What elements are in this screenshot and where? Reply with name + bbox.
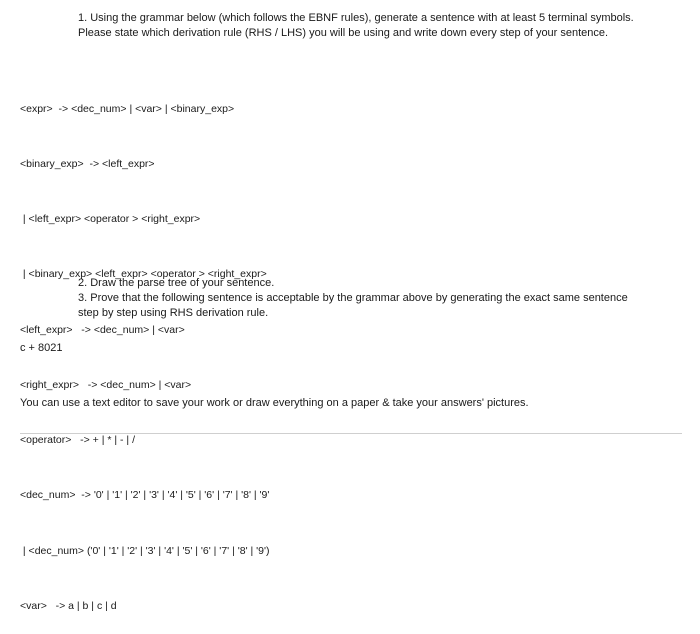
grammar-rule: <expr> -> <dec_num> | <var> | <binary_exp> <box>20 102 235 115</box>
grammar-rule: <operator> -> + | * | - | / <box>20 434 135 447</box>
questions-2-3 <box>78 276 678 321</box>
question-1 <box>78 11 678 41</box>
question-1-line-1: 1. Using the grammar below (which follows the EBNF rules), generate a sentence with at least 5 terminal symbols. <box>78 12 634 24</box>
grammar-rule: <dec_num> -> '0' | '1' | '2' | '3' | '4' | '5' | '6' | '7' | '8' | '9' <box>20 489 270 502</box>
grammar-rule: <var> -> a | b | c | d <box>20 599 117 612</box>
grammar-rule: | <dec_num> ('0' | '1' | '2' | '3' | '4' | '5' | '6' | '7' | '8' | '9') <box>20 544 270 557</box>
question-2: 2. Draw the parse tree of your sentence. <box>78 277 275 289</box>
question-3-line-2: step by step using RHS derivation rule. <box>78 307 269 319</box>
grammar-rule: <left_expr> -> <dec_num> | <var> <box>20 323 185 336</box>
grammar-rule: | <binary_exp> <left_expr> <operator > <right_expr> <box>20 268 267 281</box>
question-3-line-1: 3. Prove that the following sentence is acceptable by the grammar above by generating the exact same sentence <box>78 292 628 304</box>
divider <box>20 433 682 434</box>
question-1-line-2: Please state which derivation rule (RHS / LHS) you will be using and write down every step of your sentence. <box>78 27 609 39</box>
submission-note: You can use a text editor to save your work or draw everything on a paper & take your answers' pictures. <box>20 397 529 409</box>
grammar-rule: <right_expr> -> <dec_num> | <var> <box>20 378 192 391</box>
grammar-rule: <binary_exp> -> <left_expr> <box>20 158 155 171</box>
target-sentence: c + 8021 <box>20 342 63 354</box>
grammar-rule: | <left_expr> <operator > <right_expr> <box>20 213 201 226</box>
